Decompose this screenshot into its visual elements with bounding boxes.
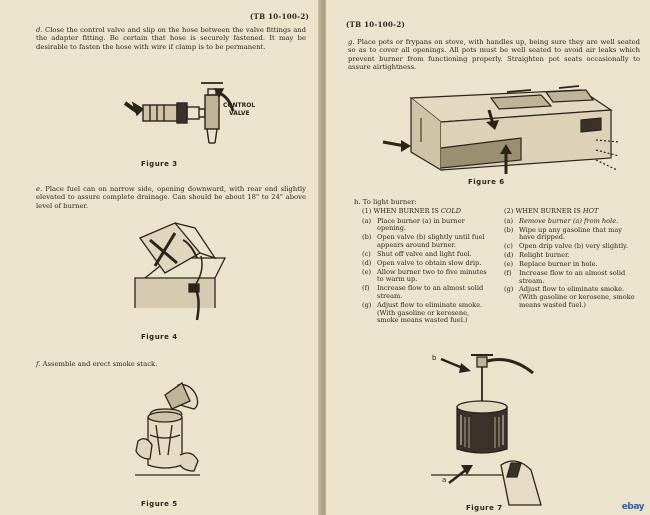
paragraph-g-lead: g. (348, 38, 355, 46)
left-page-header: (TB 10-100-2) (250, 12, 310, 21)
watermark-logo: ebay (621, 502, 644, 512)
cold-burner-heading: (1) WHEN BURNER IS COLD (362, 207, 462, 215)
figure-7-caption: Figure 7 (466, 504, 503, 512)
svg-text:VALVE: VALVE (229, 110, 250, 117)
figure-6-caption: Figure 6 (468, 178, 505, 186)
paragraph-d (36, 26, 306, 51)
right-page (326, 0, 650, 515)
hot-step: (c) Open drip valve (b) very slightly. (504, 242, 628, 251)
figure-3-valve-label: CONTROL (223, 102, 255, 109)
figure-4-fuel-can-diagram (115, 218, 235, 323)
left-page (0, 0, 320, 515)
paragraph-d-text: Close the control valve and slip on the hose between the valve fittings and the adapter fitting. Be certain that hose is securely fastened. It may be desirable to fasten the hose with wire if clamp is to be permanent. (36, 26, 307, 51)
figure-7-label-a: a (442, 476, 447, 484)
hot-burner-heading: (2) WHEN BURNER IS HOT (504, 207, 599, 215)
hot-burner-steps (504, 208, 636, 311)
hot-step: (g) Adjust flow to eliminate smoke. (With gasoline or kerosene, smoke means wasted fuel.) (504, 285, 635, 309)
hot-step: (d) Relight burner. (504, 251, 570, 260)
hot-step: (b) Wipe up any gasoline that may have dripped. (504, 225, 623, 242)
paragraph-g (348, 38, 640, 72)
paragraph-e (36, 185, 306, 210)
paragraph-d-lead: d. (36, 26, 43, 34)
figure-4-caption: Figure 4 (141, 333, 178, 341)
right-page-header: (TB 10-100-2) (346, 20, 406, 29)
figure-5-smoke-stack-diagram (120, 375, 220, 495)
figure-5-caption: Figure 5 (141, 500, 178, 508)
paragraph-g-text: Place pots or frypans on stove, with handles up, being sure they are well seated so as to cover all openings. All pots must be well seated to avoid air leaks which prevent burner from functioning properly. Straighten pot seats occasionally to assure airtightness. (348, 38, 640, 72)
cold-step: (f) Increase flow to an almost solid stream. (362, 284, 484, 300)
cold-step: (c) Shut off valve and light fuel. (362, 249, 472, 258)
section-h-heading: h. To light burner: (354, 198, 417, 206)
hot-step: (a) Remove burner (a) from hole. (504, 216, 619, 225)
paragraph-f-lead: f. (36, 360, 41, 368)
cold-burner-steps (362, 208, 490, 326)
cold-step: (b) Open valve (b) slightly until fuel appears around burner. (362, 233, 485, 249)
paragraph-f-text: Assemble and erect smoke stack. (42, 360, 158, 368)
figure-3-caption: Figure 3 (141, 160, 178, 168)
paragraph-e-lead: e. (36, 185, 43, 193)
cold-step: (e) Allow burner two to five minutes to warm up. (362, 267, 487, 284)
hot-step: (e) Replace burner in hole. (504, 259, 598, 268)
cold-step: (g) Adjust flow to eliminate smoke. (With gasoline or kerosene, smoke means wasted fuel.) (362, 300, 483, 325)
hot-step: (f) Increase flow to an almost solid stream. (504, 268, 626, 285)
figure-7-burner-diagram (421, 345, 551, 510)
paragraph-e-text: Place fuel can on narrow side, opening downward, with rear end slightly elevated to assure complete drainage. Can should be about 18" to 24" above level of burner. (36, 185, 306, 210)
cold-step: (d) Open valve to obtain slow drip. (362, 258, 482, 267)
figure-6-stove-diagram (381, 80, 621, 175)
cold-step: (a) Place burner (a) in burner opening. (362, 216, 465, 233)
figure-7-label-b: b (432, 354, 437, 362)
figure-3-control-valve-diagram (105, 75, 255, 150)
paragraph-f (36, 360, 306, 368)
